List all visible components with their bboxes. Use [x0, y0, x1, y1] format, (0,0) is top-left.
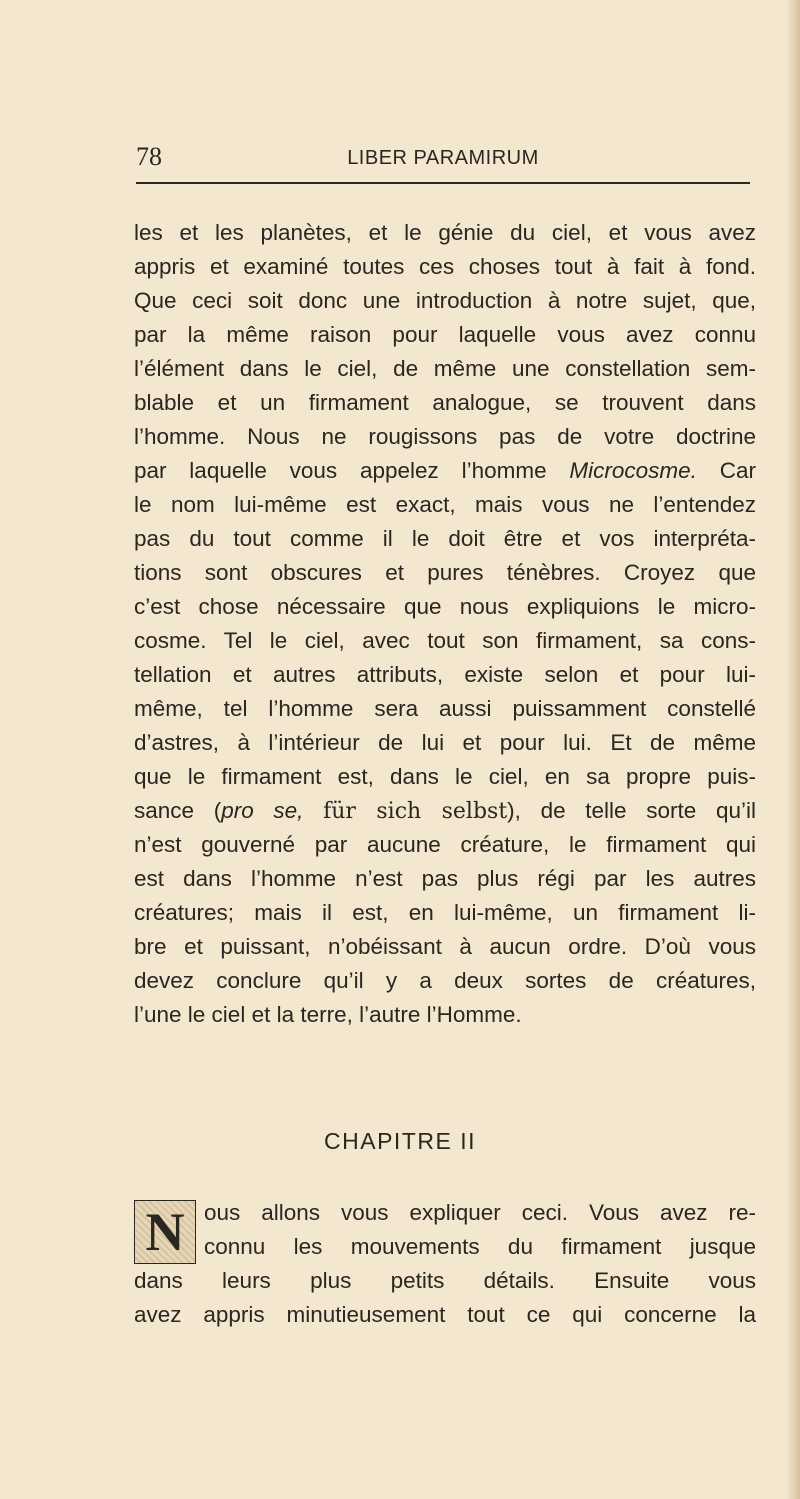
dropcap-ornament: [134, 1200, 196, 1264]
text-line: d’astres, à l’intérieur de lui et pour lui. Et de même: [134, 730, 756, 755]
chapter-title: CHAPITRE II: [324, 1128, 476, 1154]
text-segment: Car: [719, 458, 756, 483]
text-line: les et les planètes, et le génie du ciel, et vous avez: [134, 220, 756, 245]
text-line: cosme. Tel le ciel, avec tout son firmament, sa cons-: [134, 628, 756, 653]
text-line: bre et puissant, n’obéissant à aucun ordre. D’où vous: [134, 934, 756, 959]
text-line: tellation et autres attributs, existe selon et pour lui-: [134, 662, 756, 687]
chapter-text: [134, 1196, 756, 1332]
text-line: [134, 794, 756, 828]
text-line: l’élément dans le ciel, de même une constellation sem-: [134, 356, 756, 381]
text-line: tions sont obscures et pures ténèbres. Croyez que: [134, 560, 756, 585]
text-line: devez conclure qu’il y a deux sortes de créatures,: [134, 968, 756, 993]
text-line: ous allons vous expliquer ceci. Vous avez re-: [204, 1200, 756, 1225]
running-head: [136, 142, 750, 182]
text-line: même, tel l’homme sera aussi puissamment constellé: [134, 696, 756, 721]
dropcap-letter: N: [145, 1202, 185, 1262]
text-line: l’une le ciel et la terre, l’autre l’Homme.: [134, 1002, 522, 1027]
fraktur-german: für sich selbst: [323, 799, 508, 824]
text-line: Que ceci soit donc une introduction à notre sujet, que,: [134, 288, 756, 313]
text-segment: ), de telle sorte qu’il: [507, 798, 756, 823]
running-title: LIBER PARAMIRUM: [347, 147, 539, 169]
text-line: que le firmament est, dans le ciel, en sa propre puis-: [134, 764, 756, 789]
text-line: blable et un firmament analogue, se trouvent dans: [134, 390, 756, 415]
text-line: dans leurs plus petits détails. Ensuite vous: [134, 1268, 756, 1293]
text-line: appris et examiné toutes ces choses tout à fait à fond.: [134, 254, 756, 279]
text-line: le nom lui-même est exact, mais vous ne l’entendez: [134, 492, 756, 517]
text-line: est dans l’homme n’est pas plus régi par les autres: [134, 866, 756, 891]
text-line: avez appris minutieusement tout ce qui concerne la: [134, 1302, 756, 1327]
text-line: créatures; mais il est, en lui-même, un firmament li-: [134, 900, 756, 925]
text-segment: par laquelle vous appelez l’homme: [134, 458, 547, 483]
text-line: l’homme. Nous ne rougissons pas de votre doctrine: [134, 424, 756, 449]
text-segment: sance (: [134, 798, 222, 823]
italic-latin: pro se,: [221, 798, 304, 823]
text-line: pas du tout comme il le doit être et vos interpréta-: [134, 526, 756, 551]
text-line: par la même raison pour laquelle vous avez connu: [134, 322, 756, 347]
text-line: [134, 454, 756, 488]
text-line: n’est gouverné par aucune créature, le firmament qui: [134, 832, 756, 857]
header-rule: [136, 182, 750, 184]
page-edge: [786, 0, 800, 1499]
page-number: 78: [136, 142, 162, 171]
text-line: connu les mouvements du firmament jusque: [204, 1234, 756, 1259]
italic-term: Microcosme.: [569, 458, 697, 483]
text-line: c’est chose nécessaire que nous expliquions le micro-: [134, 594, 756, 619]
body-text: [134, 216, 756, 1032]
